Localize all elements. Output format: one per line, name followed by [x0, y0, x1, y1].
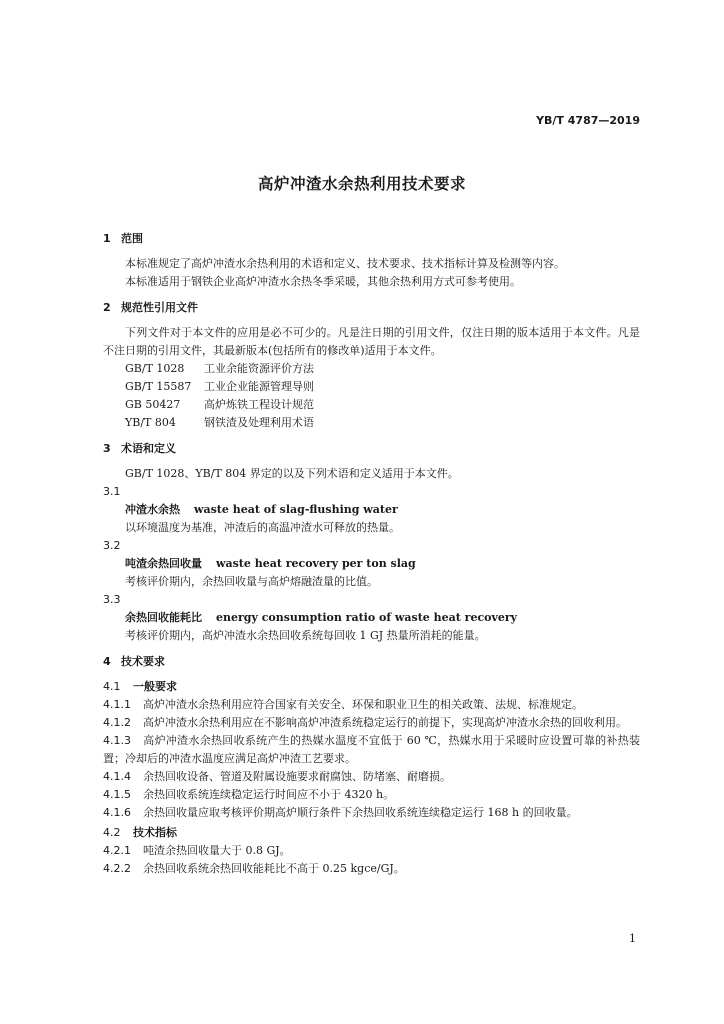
- reference-item: [103, 414, 640, 432]
- clause-text: 高炉冲渣水余热利用应在不影响高炉冲渣系统稳定运行的前提下，实现高炉冲渣水余热的回收利用。: [143, 716, 627, 729]
- section-1-heading: [103, 230, 640, 248]
- section-title: 术语和定义: [121, 442, 176, 455]
- term-zh: 余热回收能耗比: [125, 611, 202, 624]
- clause-number: 4.1.3: [103, 734, 131, 747]
- subsection-number: 4.2: [103, 826, 121, 839]
- section-number: 2: [103, 301, 111, 314]
- term-en: energy consumption ratio of waste heat recovery: [216, 611, 518, 624]
- term-number: 3.2: [103, 539, 121, 552]
- term-entry: [103, 609, 640, 627]
- scope-paragraph-2: 本标准适用于钢铁企业高炉冲渣水余热冬季采暖，其他余热利用方式可参考使用。: [125, 275, 521, 288]
- term-entry: [103, 501, 640, 519]
- term-definition: 以环境温度为基准，冲渣后的高温冲渣水可释放的热量。: [125, 521, 400, 534]
- term-entry: [103, 555, 640, 573]
- clause-text: 吨渣余热回收量大于 0.8 GJ。: [143, 844, 291, 857]
- document-body: [103, 230, 640, 878]
- section-number: 1: [103, 232, 111, 245]
- reference-item: [103, 360, 640, 378]
- section-4-heading: [103, 653, 640, 671]
- clause: [103, 860, 640, 878]
- reference-name: 钢铁渣及处理利用术语: [204, 416, 314, 429]
- page-number: 1: [629, 932, 636, 945]
- clause-number: 4.1.1: [103, 698, 131, 711]
- references-intro: 下列文件对于本文件的应用是必不可少的。凡是注日期的引用文件，仅注日期的版本适用于本文件。凡是不注日期的引用文件，其最新版本(包括所有的修改单)适用于本文件。: [103, 326, 640, 357]
- reference-item: [103, 396, 640, 414]
- reference-name: 高炉炼铁工程设计规范: [204, 398, 314, 411]
- clause-text: 余热回收系统连续稳定运行时间应不小于 4320 h。: [143, 788, 395, 801]
- clause-number: 4.1.6: [103, 806, 131, 819]
- subsection-4-2-heading: [103, 824, 640, 842]
- term-definition: 考核评价期内，余热回收量与高炉熔融渣量的比值。: [125, 575, 378, 588]
- document-title: 高炉冲渣水余热利用技术要求: [257, 175, 466, 193]
- standard-code: YB/T 4787—2019: [536, 114, 640, 127]
- subsection-title: 一般要求: [133, 680, 177, 693]
- clause-number: 4.1.5: [103, 788, 131, 801]
- subsection-title: 技术指标: [133, 826, 177, 839]
- section-title: 规范性引用文件: [121, 301, 198, 314]
- reference-item: [103, 378, 640, 396]
- clause-text: 余热回收系统余热回收能耗比不高于 0.25 kgce/GJ。: [143, 862, 405, 875]
- section-title: 技术要求: [121, 655, 165, 668]
- clause-number: 4.1.4: [103, 770, 131, 783]
- section-title: 范围: [121, 232, 143, 245]
- term-zh: 吨渣余热回收量: [125, 557, 202, 570]
- reference-code: YB/T 804: [125, 416, 176, 429]
- section-number: 3: [103, 442, 111, 455]
- clause: [103, 842, 640, 860]
- reference-name: 工业企业能源管理导则: [204, 380, 314, 393]
- terms-intro: GB/T 1028、YB/T 804 界定的以及下列术语和定义适用于本文件。: [125, 467, 459, 480]
- clause-number: 4.2.1: [103, 844, 131, 857]
- term-number: 3.1: [103, 485, 121, 498]
- clause-text: 高炉冲渣水余热利用应符合国家有关安全、环保和职业卫生的相关政策、法规、标准规定。: [143, 698, 583, 711]
- reference-name: 工业余能资源评价方法: [204, 362, 314, 375]
- clause: [103, 786, 640, 804]
- subsection-number: 4.1: [103, 680, 121, 693]
- scope-paragraph-1: 本标准规定了高炉冲渣水余热利用的术语和定义、技术要求、技术指标计算及检测等内容。: [125, 257, 565, 270]
- clause: [103, 768, 640, 786]
- clause-text: 高炉冲渣水余热回收系统产生的热媒水温度不宜低于 60 ℃，热媒水用于采暖时应设置可靠的补热装置；冷却后的冲渣水温度应满足高炉冲渣工艺要求。: [103, 734, 640, 765]
- term-en: waste heat of slag-flushing water: [194, 503, 398, 516]
- section-2-heading: [103, 299, 640, 317]
- clause-text: 余热回收设备、管道及附属设施要求耐腐蚀、防堵塞、耐磨损。: [143, 770, 451, 783]
- clause: [103, 804, 640, 822]
- section-number: 4: [103, 655, 111, 668]
- term-number: 3.3: [103, 593, 121, 606]
- section-3-heading: [103, 440, 640, 458]
- subsection-4-1-heading: [103, 678, 640, 696]
- clause: [103, 714, 640, 732]
- reference-code: GB/T 15587: [125, 380, 192, 393]
- term-definition: 考核评价期内，高炉冲渣水余热回收系统每回收 1 GJ 热量所消耗的能量。: [125, 629, 486, 642]
- term-zh: 冲渣水余热: [125, 503, 180, 516]
- term-en: waste heat recovery per ton slag: [216, 557, 416, 570]
- clause-number: 4.1.2: [103, 716, 131, 729]
- clause: [103, 732, 640, 768]
- clause-text: 余热回收量应取考核评价期高炉顺行条件下余热回收系统连续稳定运行 168 h 的回收量。: [143, 806, 578, 819]
- clause-number: 4.2.2: [103, 862, 131, 875]
- reference-code: GB 50427: [125, 398, 181, 411]
- clause: [103, 696, 640, 714]
- reference-code: GB/T 1028: [125, 362, 185, 375]
